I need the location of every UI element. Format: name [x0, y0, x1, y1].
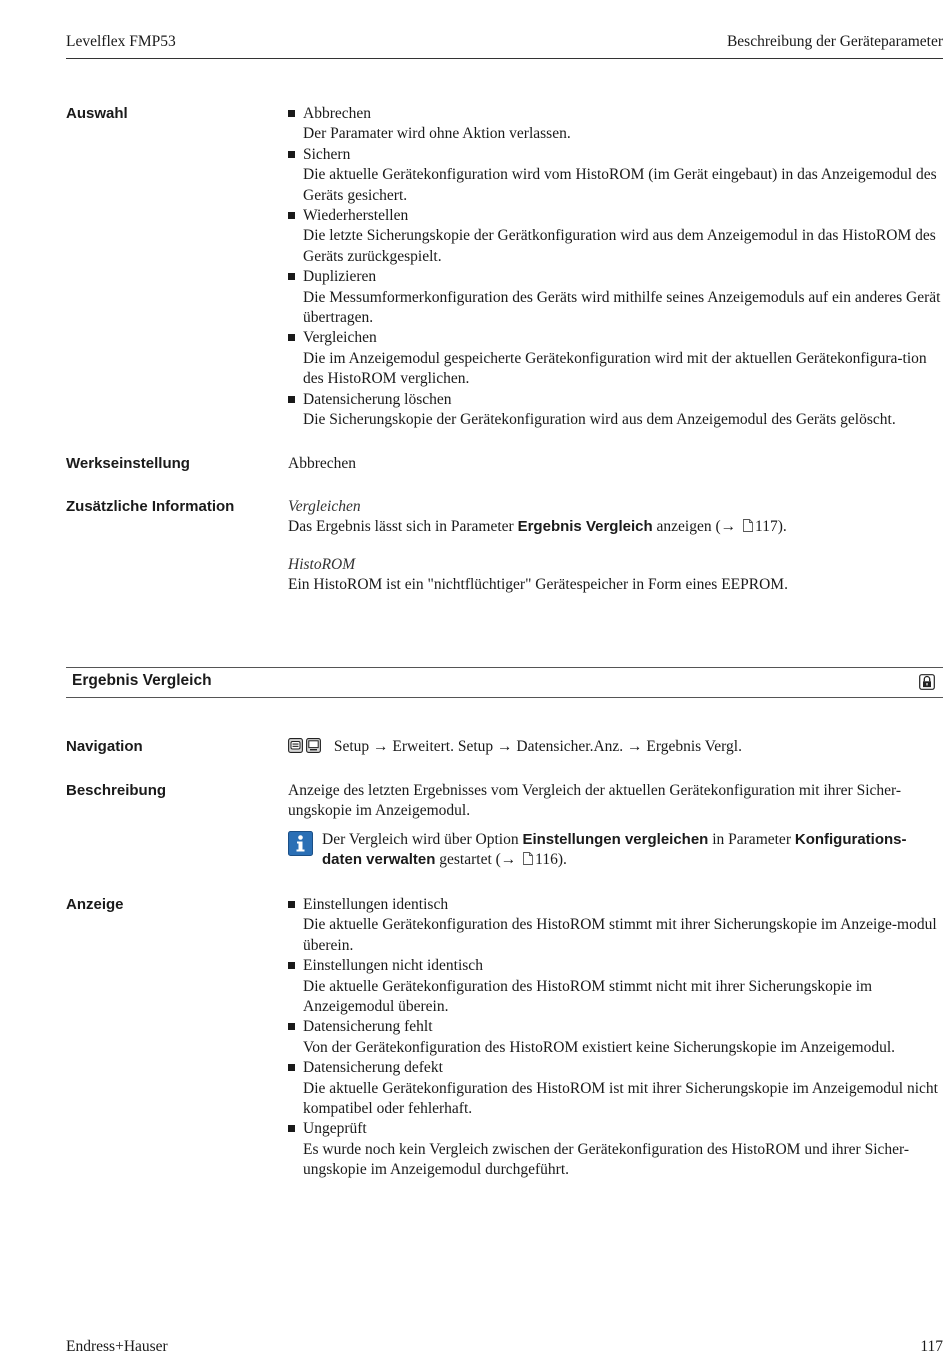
anzeige-option: [288, 895, 943, 956]
navigation-label: Navigation: [66, 738, 143, 755]
option-desc: Die Messumformerkonfiguration des Geräts wird mithilfe seines Anzeigemoduls auf ein anderes Gerät übertragen.: [303, 288, 941, 327]
bullet-icon: [288, 110, 295, 117]
zusatz-block2-text: Ein HistoROM ist ein "nichtflüchtiger" Gerätespeicher in Form eines EEPROM.: [288, 576, 788, 594]
option-name: Einstellungen nicht identisch: [303, 957, 483, 975]
option-name: Ungeprüft: [303, 1120, 367, 1138]
option-name: Vergleichen: [303, 329, 377, 347]
text-span: Der Vergleich wird über Option: [322, 830, 523, 848]
document-page: [66, 0, 943, 1369]
option-name: Datensicherung fehlt: [303, 1018, 433, 1036]
zusatz-block2-title: HistoROM: [288, 555, 356, 573]
header-section-title: Beschreibung der Geräteparameter: [726, 33, 943, 50]
bullet-icon: [288, 901, 295, 908]
page-reference-icon: [523, 852, 533, 865]
bullet-icon: [288, 1064, 295, 1071]
auswahl-option: [288, 328, 944, 389]
werkseinstellung-label: Werkseinstellung: [66, 455, 190, 472]
option-name: Abbrechen: [303, 105, 371, 122]
zusatz-label: Zusätzliche Information: [66, 498, 235, 515]
bullet-icon: [288, 212, 295, 219]
page-number: 117: [920, 1338, 943, 1355]
option-desc: Von der Gerätekonfiguration des HistoROM existiert keine Sicherungskopie im Anzeigemodul.: [303, 1038, 896, 1056]
parameter-link[interactable]: Ergebnis Vergleich: [517, 518, 653, 536]
operating-tool-icon: [288, 738, 303, 753]
beschreibung-text: Anzeige des letzten Ergebnisses vom Vergleich der aktuellen Gerätekonfiguration mit ihrer Sicher-ungskopie im Anzeigemodul.: [288, 782, 902, 820]
option-name: Sichern: [303, 145, 351, 163]
anzeige-option: [288, 956, 943, 1017]
section-rule-top: [66, 667, 943, 668]
bullet-icon: [288, 1125, 295, 1132]
zusatz-value: [288, 497, 943, 596]
info-note: [288, 830, 943, 871]
bullet-icon: [288, 396, 295, 403]
option-desc: Die letzte Sicherungskopie der Gerätkonfiguration wird aus dem Anzeigemodul in das HistoROM des Geräts zurückgespielt.: [303, 227, 936, 265]
bullet-icon: [288, 273, 295, 280]
header-product: Levelflex FMP53: [66, 33, 176, 50]
display-icon: [306, 738, 321, 753]
werkseinstellung-value: Abbrechen: [288, 455, 356, 472]
option-name: Wiederherstellen: [303, 207, 409, 225]
option-desc: Die Sicherungskopie der Gerätekonfiguration wird aus dem Anzeigemodul des Geräts gelöscht.: [303, 411, 896, 429]
anzeige-label: Anzeige: [66, 896, 124, 913]
info-text: [322, 830, 943, 871]
option-name-bold: Einstellungen vergleichen: [522, 830, 709, 848]
beschreibung-value: [288, 781, 943, 871]
footer-company: Endress+Hauser: [66, 1338, 168, 1355]
bullet-icon: [288, 334, 295, 341]
option-name: Datensicherung defekt: [303, 1059, 443, 1077]
navigation-value: [288, 737, 943, 757]
option-desc: Die im Anzeigemodul gespeicherte Gerätekonfiguration wird mit der aktuellen Gerätekonfigura-tion des HistoROM verglichen.: [303, 349, 927, 388]
zusatz-block1-title: Vergleichen: [288, 498, 361, 515]
info-icon: [288, 831, 313, 856]
option-desc: Die aktuelle Gerätekonfiguration des HistoROM ist mit ihrer Sicherungskopie im Anzeigemodul nicht kompatibel oder fehlerhaft.: [303, 1079, 938, 1118]
header-rule: [66, 58, 943, 59]
beschreibung-label: Beschreibung: [66, 782, 167, 799]
navigation-path: Setup → Erweitert. Setup → Datensicher.Anz. → Ergebnis Vergl.: [333, 738, 742, 755]
anzeige-option: [288, 1119, 943, 1180]
option-name: Einstellungen identisch: [303, 896, 449, 913]
section-title: Ergebnis Vergleich: [72, 672, 212, 689]
anzeige-value: [288, 895, 943, 1181]
lock-icon: [919, 674, 935, 690]
auswahl-option: [288, 145, 944, 206]
text-span: anzeigen (→: [652, 518, 741, 536]
auswahl-option: [288, 390, 944, 431]
section-rule-bottom: [66, 697, 943, 698]
auswahl-label: Auswahl: [66, 105, 128, 122]
option-desc: Der Paramater wird ohne Aktion verlassen.: [303, 125, 571, 143]
auswahl-option: [288, 267, 944, 328]
bullet-icon: [288, 962, 295, 969]
auswahl-option-list: [288, 104, 944, 431]
option-name: Duplizieren: [303, 268, 377, 286]
auswahl-option: [288, 206, 944, 267]
option-desc: Die aktuelle Gerätekonfiguration des HistoROM stimmt mit ihrer Sicherungskopie im Anzeige-modul überein.: [303, 916, 937, 954]
option-desc: Die aktuelle Gerätekonfiguration des HistoROM stimmt nicht mit ihrer Sicherungskopie im Anzeigemodul überein.: [303, 977, 873, 1016]
auswahl-value: [288, 104, 944, 431]
option-desc: Es wurde noch kein Vergleich zwischen der Gerätekonfiguration des HistoROM und ihrer Sicher-ungskopie im Anzeigemodul durchgeführt.: [303, 1140, 910, 1179]
page-reference-icon: [743, 519, 753, 532]
anzeige-option-list: [288, 895, 943, 1181]
page-reference[interactable]: 117).: [755, 518, 787, 536]
zusatz-block1-text: [288, 517, 943, 537]
text-span: gestartet (→: [435, 851, 521, 869]
anzeige-option: [288, 1017, 943, 1058]
page-reference[interactable]: 116).: [535, 851, 567, 869]
text-span: in Parameter: [708, 830, 795, 848]
bullet-icon: [288, 151, 295, 158]
text-span: Das Ergebnis lässt sich in Parameter: [288, 518, 518, 536]
parameter-link[interactable]: Konfigurations-daten verwalten: [322, 830, 907, 869]
anzeige-option: [288, 1058, 943, 1119]
option-desc: Die aktuelle Gerätekonfiguration wird vom HistoROM (im Gerät eingebaut) in das Anzeigemodul des Geräts gesichert.: [303, 166, 937, 204]
option-name: Datensicherung löschen: [303, 390, 452, 408]
bullet-icon: [288, 1023, 295, 1030]
auswahl-option: [288, 104, 944, 145]
